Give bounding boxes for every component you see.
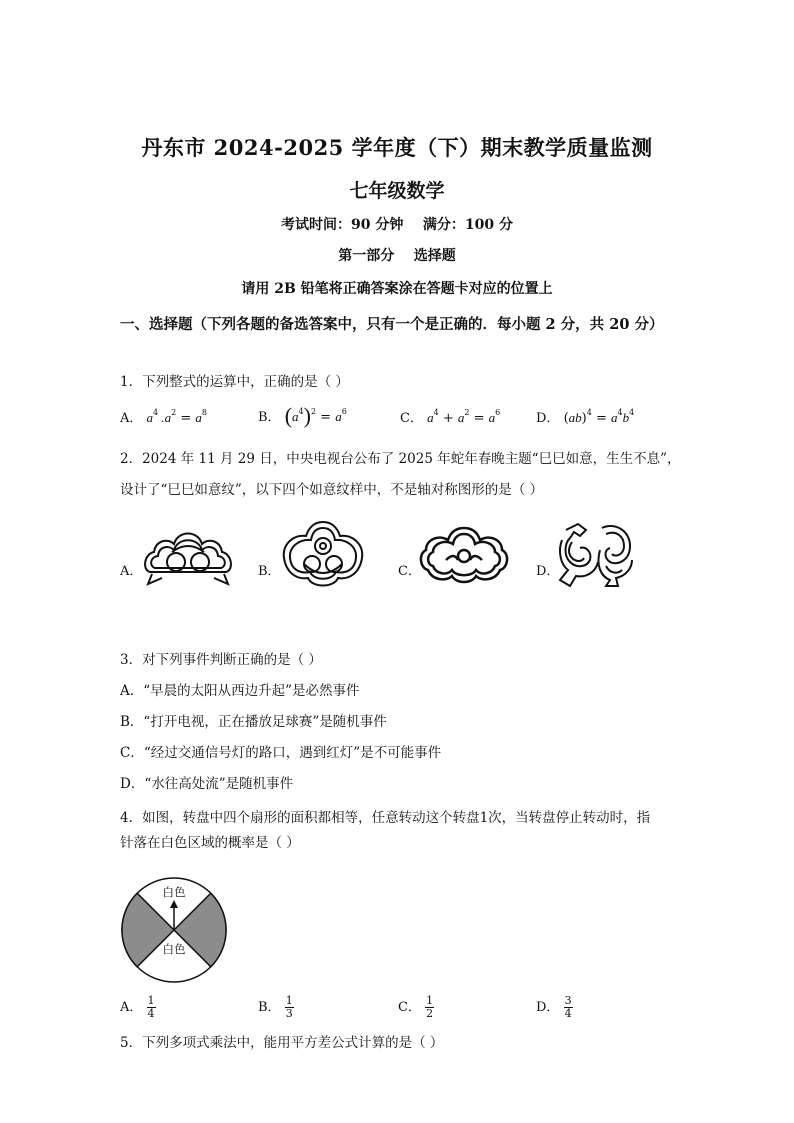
q3-option-d: D．“水往高处流”是随机事件 xyxy=(120,776,294,792)
option-label: B． xyxy=(258,410,281,425)
fraction: $\frac{3}{4}$ xyxy=(564,994,572,1020)
q4-option-d xyxy=(536,995,573,1020)
q4-option-c xyxy=(398,995,434,1020)
option-label: D． xyxy=(536,1000,560,1015)
q3-option-a: A．“早晨的太阳从西边升起”是必然事件 xyxy=(120,683,360,699)
q1-option-d: D． $(ab)^4 = a^4b^4$ xyxy=(536,408,635,426)
q3-option-b: B．“打开电视，正在播放足球赛”是随机事件 xyxy=(120,714,387,730)
option-label: C． xyxy=(400,411,423,426)
spinner-bottom-label: 白色 xyxy=(162,942,186,956)
ruyi-pattern-a-icon xyxy=(142,522,234,588)
part-heading: 第一部分 选择题 xyxy=(338,248,456,264)
question-4-stem-line2: 针落在白色区域的概率是（ ） xyxy=(120,835,300,851)
ruyi-pattern-b-icon xyxy=(278,518,368,594)
q4-option-b xyxy=(258,995,294,1020)
ruyi-pattern-d-icon xyxy=(556,520,636,590)
subject-title: 七年级数学 xyxy=(349,180,445,202)
q2-label-c: C． xyxy=(398,564,421,579)
question-3-stem: 3．对下列事件判断正确的是（ ） xyxy=(120,652,322,668)
question-1-stem: 1．下列整式的运算中，正确的是（ ） xyxy=(120,374,349,390)
q1-option-b: B． $(a^4)^2 = a^6$ xyxy=(258,403,347,428)
question-4-stem-line1: 4．如图，转盘中四个扇形的面积都相等，任意转动这个转盘1次，当转盘停止转动时，指 xyxy=(120,810,651,826)
question-2-stem-line2: 设计了“巳巳如意纹”，以下四个如意纹样中，不是轴对称图形的是（ ） xyxy=(120,482,544,498)
question-5-stem: 5．下列多项式乘法中，能用平方差公式计算的是（ ） xyxy=(120,1035,444,1051)
question-2-stem-line1: 2．2024 年 11 月 29 日，中央电视台公布了 2025 年蛇年春晚主题“巳巳如意，生生不息”， xyxy=(120,451,681,467)
q3-option-c: C．“经过交通信号灯的路口，遇到红灯”是不可能事件 xyxy=(120,745,442,761)
fraction: $\frac{1}{2}$ xyxy=(426,994,434,1020)
section-heading: 一、选择题（下列各题的备选答案中，只有一个是正确的．每小题 2 分，共 20 分） xyxy=(120,316,664,333)
q4-option-a xyxy=(120,995,156,1020)
page-title: 丹东市 2024-2025 学年度（下）期末教学质量监测 xyxy=(141,135,653,160)
ruyi-pattern-c-icon xyxy=(418,522,510,588)
fraction: $\frac{1}{4}$ xyxy=(147,994,155,1020)
q2-label-d: D． xyxy=(536,564,560,579)
option-label: B． xyxy=(258,1000,281,1015)
q1-option-a: A． $a^4$ $.a^2 = a^8$ xyxy=(120,408,207,426)
option-label: A． xyxy=(120,1000,143,1015)
spinner-top-label: 白色 xyxy=(162,885,186,899)
spinner-figure xyxy=(118,874,230,986)
q2-label-a: A． xyxy=(120,564,143,579)
fraction: $\frac{1}{3}$ xyxy=(285,994,293,1020)
q2-label-b: B． xyxy=(258,564,281,579)
exam-info: 考试时间：90 分钟 满分：100 分 xyxy=(281,217,513,233)
q1-option-c: C． $a^4 + a^2 = a^6$ xyxy=(400,408,501,426)
option-label: C． xyxy=(398,1000,421,1015)
instruction: 请用 2B 铅笔将正确答案涂在答题卡对应的位置上 xyxy=(241,281,553,297)
option-label: D． xyxy=(536,411,560,426)
option-label: A． xyxy=(120,411,143,426)
